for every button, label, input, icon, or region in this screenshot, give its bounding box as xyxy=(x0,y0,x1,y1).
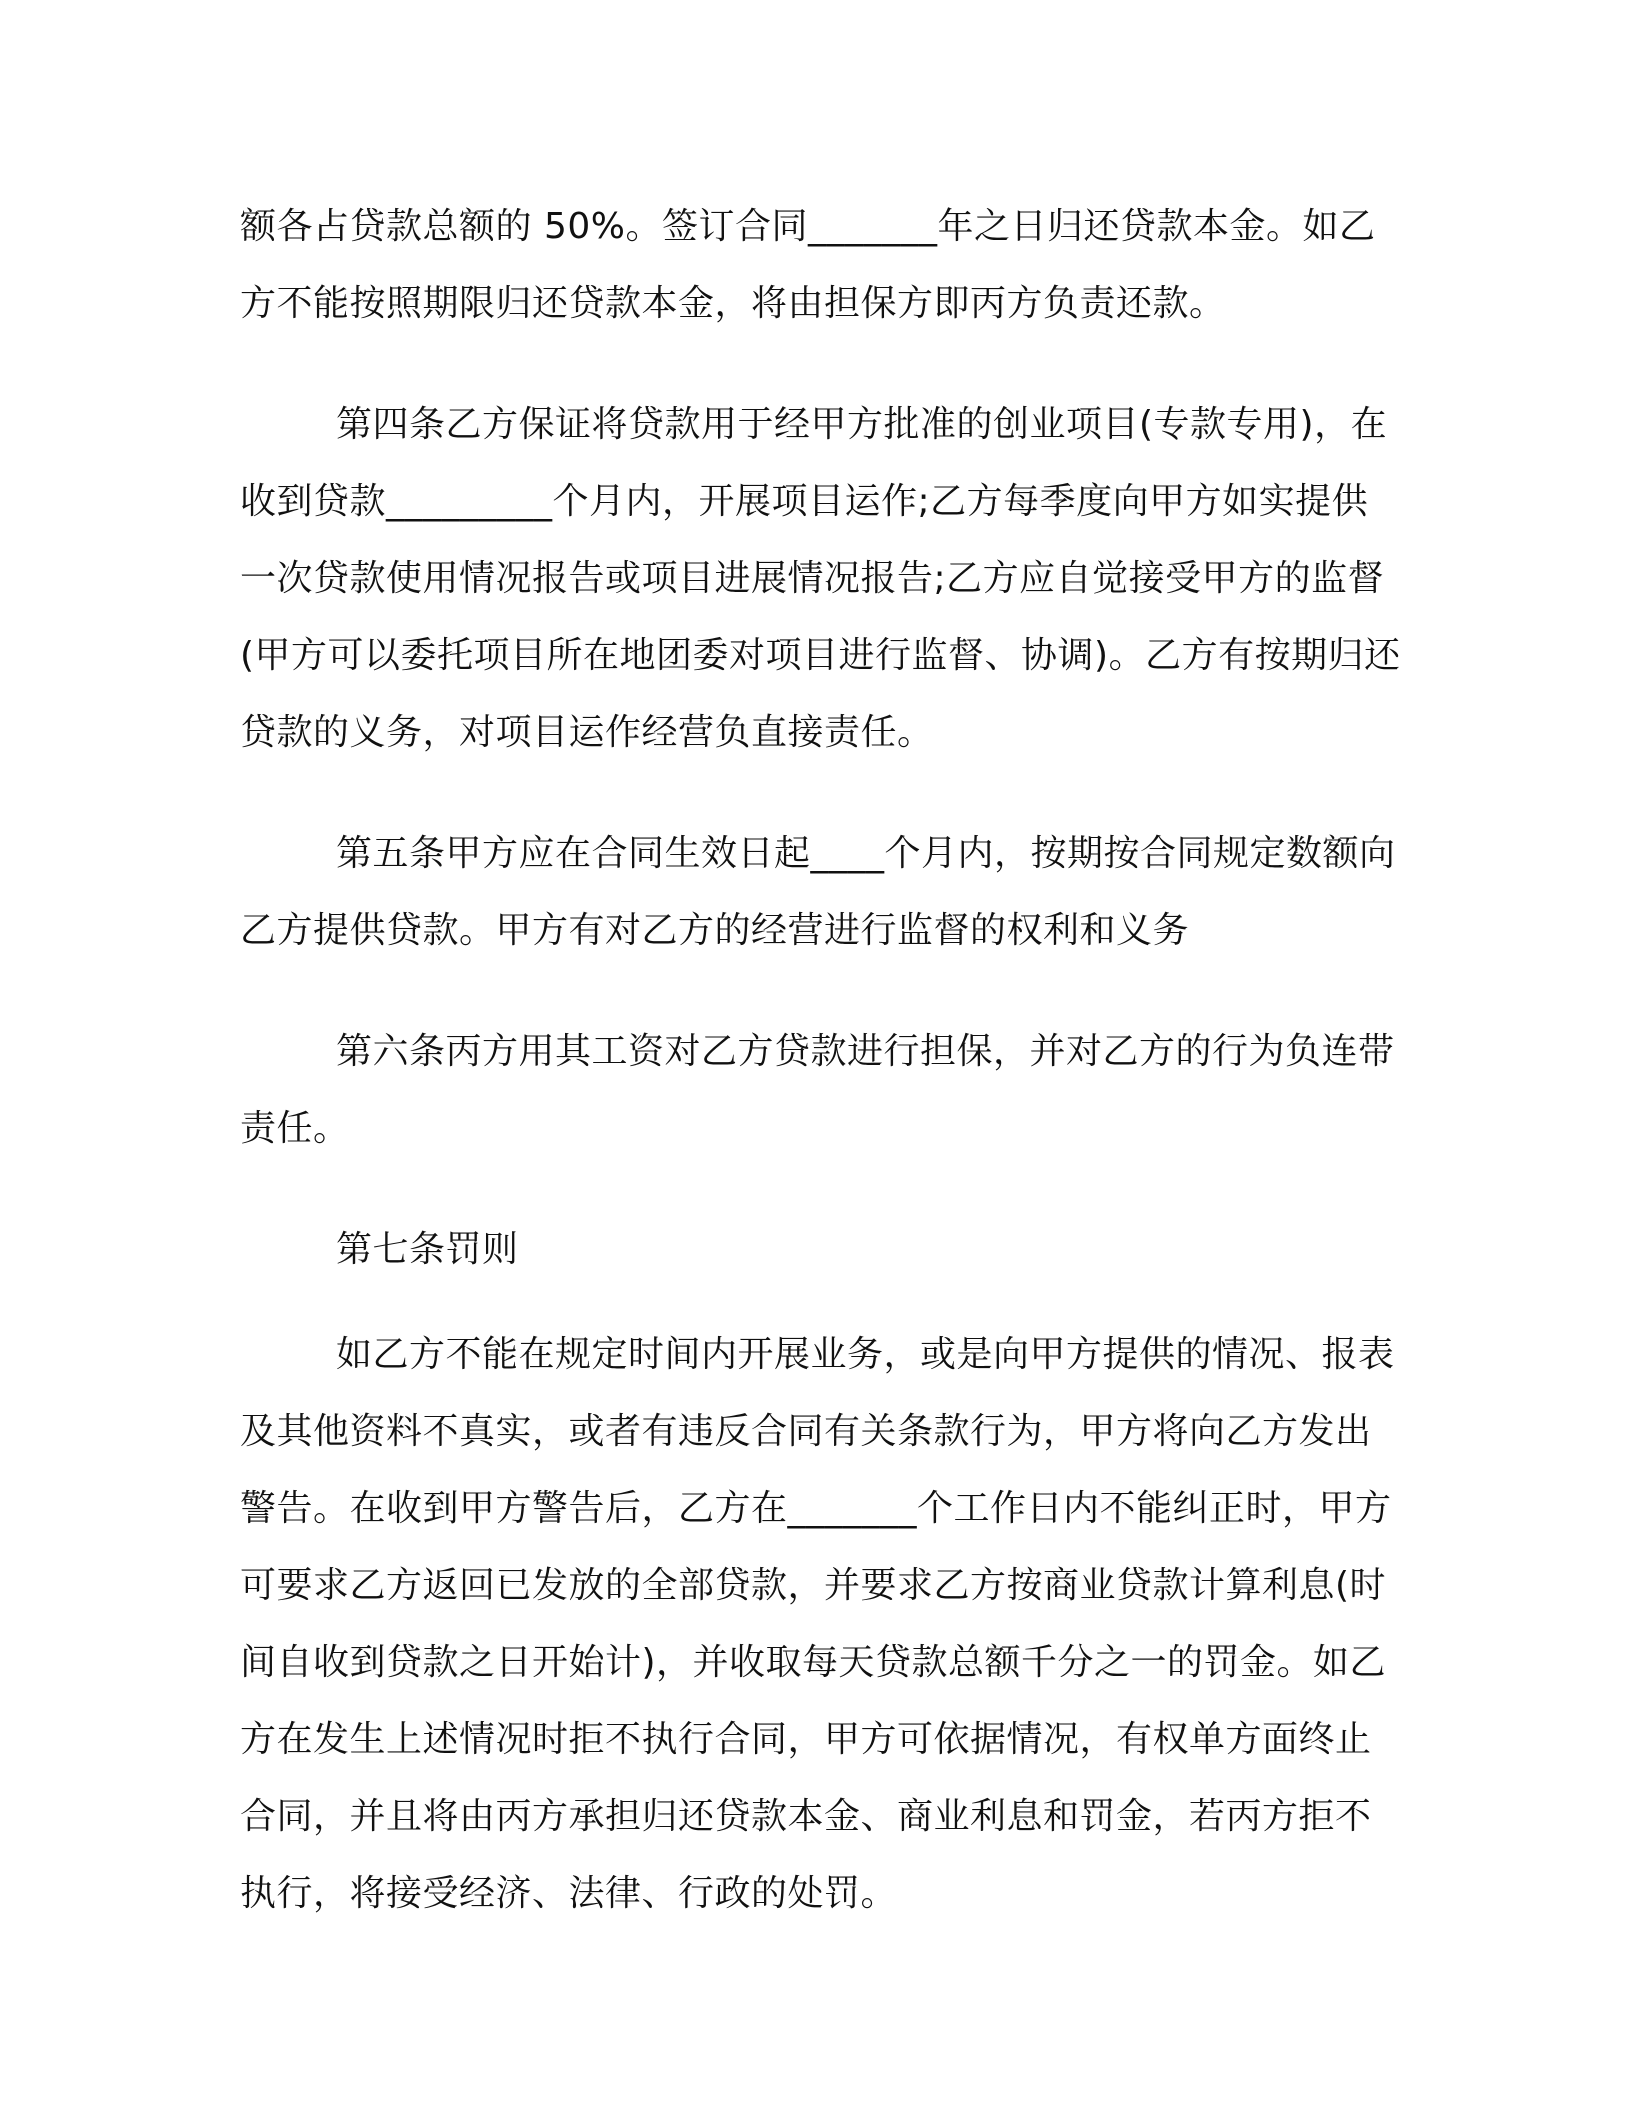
paragraph-article-6: 第六条丙方用其工资对乙方贷款进行担保，并对乙方的行为负连带责任。 xyxy=(240,1031,1395,1149)
document-page xyxy=(240,188,1402,1976)
paragraph-article-4: 第四条乙方保证将贷款用于经甲方批准的创业项目(专款专用)，在收到贷款_________个月内，开展项目运作;乙方每季度向甲方如实提供一次贷款使用情况报告或项目进展情况报告;乙方应自觉接受甲方的监督(甲方可以委托项目所在地团委对项目进行监督、协调)。乙方有按期归还贷款的义务，对项目运作经营负直接责任。 xyxy=(240,404,1401,753)
paragraph-article-5: 第五条甲方应在合同生效日起____个月内，按期按合同规定数额向乙方提供贷款。甲方有对乙方的经营进行监督的权利和义务 xyxy=(240,833,1396,951)
paragraph-penalty-clause: 如乙方不能在规定时间内开展业务，或是向甲方提供的情况、报表及其他资料不真实，或者有违反合同有关条款行为，甲方将向乙方发出警告。在收到甲方警告后，乙方在_______个工作日内不能纠正时，甲方可要求乙方返回已发放的全部贷款，并要求乙方按商业贷款计算利息(时间自收到贷款之日开始计)，并收取每天贷款总额千分之一的罚金。如乙方在发生上述情况时拒不执行合同，甲方可依据情况，有权单方面终止合同，并且将由丙方承担归还贷款本金、商业利息和罚金，若丙方拒不执行，将接受经济、法律、行政的处罚。 xyxy=(240,1334,1395,1914)
paragraph-repayment-terms: 额各占贷款总额的 50%。签订合同_______年之日归还贷款本金。如乙方不能按照期限归还贷款本金，将由担保方即丙方负责还款。 xyxy=(240,206,1376,324)
paragraph-article-7-heading: 第七条罚则 xyxy=(336,1229,519,1270)
